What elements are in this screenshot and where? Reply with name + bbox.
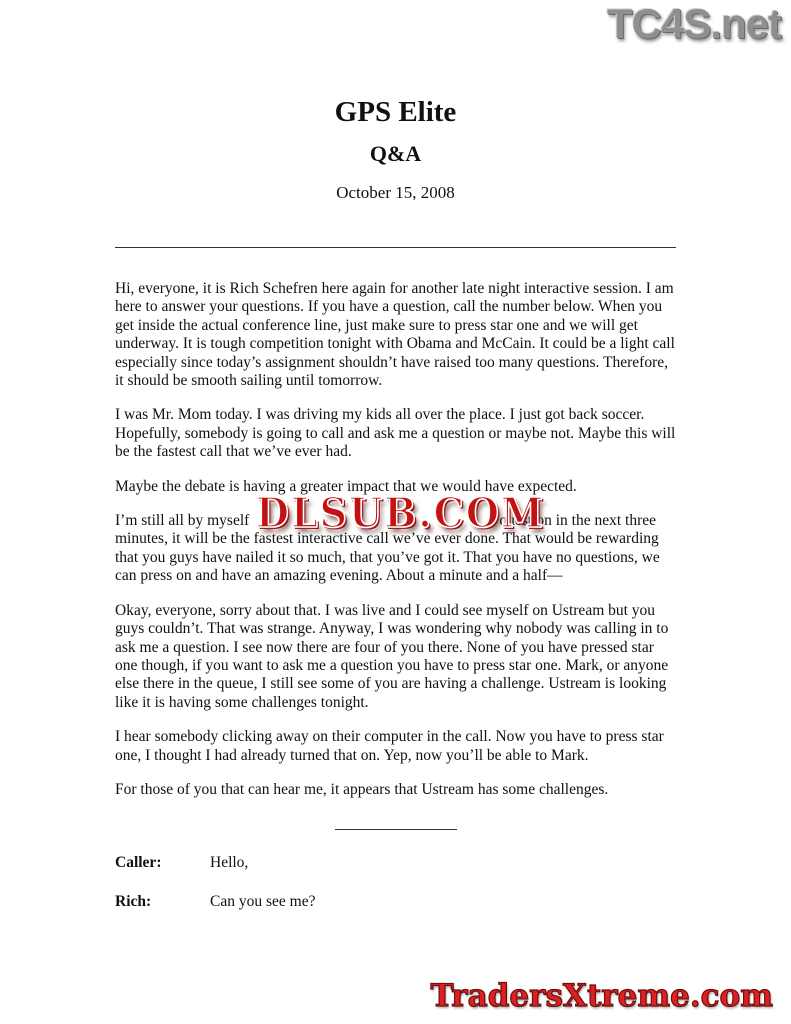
section-divider: [335, 829, 457, 830]
speaker-text: Hello,: [210, 854, 249, 872]
dlsub-watermark: DLSUB.COM: [256, 488, 546, 537]
paragraph-2: I was Mr. Mom today. I was driving my kids all over the place. I just got back soccer. Hopefully, somebody is going to call and ask me a question or maybe not. Maybe this will be the fastest call that we’ve ever had.: [115, 406, 676, 461]
paragraph-7: For those of you that can hear me, it appears that Ustream has some challenges.: [115, 780, 609, 798]
paragraph-4-start: I’m still all by myself: [115, 512, 250, 530]
document-body: [115, 0, 676, 931]
speaker-text: Can you see me?: [210, 892, 316, 910]
paragraph-1: Hi, everyone, it is Rich Schefren here again for another late night interactive session. I am here to answer your questions. If you have a question, call the number below. When you get inside the actual conference line, just make sure to press star one and we will get underway. It is tough competition tonight with Obama and McCain. It could be a light call especially since today’s assignment shouldn’t have raised too many questions. Therefore, it should be smooth sailing until tomorrow.: [115, 280, 675, 390]
doc-date: October 15, 2008: [336, 183, 455, 202]
dialogue-row-caller: [115, 854, 676, 872]
tc4s-watermark: TC4S.net: [606, 0, 781, 47]
dialogue-section: [115, 854, 676, 911]
speaker-label: Rich:: [115, 892, 152, 910]
paragraph-6: I hear somebody clicking away on their computer in the call. Now you have to press star one, I thought I had already turned that on. Yep, now you’ll be able to Mark.: [115, 728, 664, 764]
header-divider: [115, 247, 676, 248]
tradersxtreme-watermark: TradersXtreme.com: [430, 978, 773, 1014]
paragraph-4-rest: question in the next three minutes, it will be the fastest interactive call we’ve ever done. That would be rewarding that you guys have nailed it so much, that you’ve got it. That you have no questions, we can press on and have an amazing evening. About a minute and a half—: [115, 512, 660, 585]
paragraph-3: Maybe the debate is having a greater impact that we would have expected.: [115, 477, 577, 495]
paragraph-5: Okay, everyone, sorry about that. I was live and I could see myself on Ustream but you guys couldn’t. That was strange. Anyway, I was wondering why nobody was calling in to ask me a question. I see now there are four of you there. None of you have pressed star one though, if you want to ask me a question you have to press star one. Mark, or anyone else there in the queue, I still see some of you are having a challenge. Ustream is looking like it is having some challenges tonight.: [115, 601, 669, 711]
speaker-label: Caller:: [115, 854, 162, 872]
doc-subtitle: Q&A: [369, 141, 422, 166]
dialogue-row-rich: [115, 893, 676, 911]
doc-title: GPS Elite: [334, 96, 457, 128]
